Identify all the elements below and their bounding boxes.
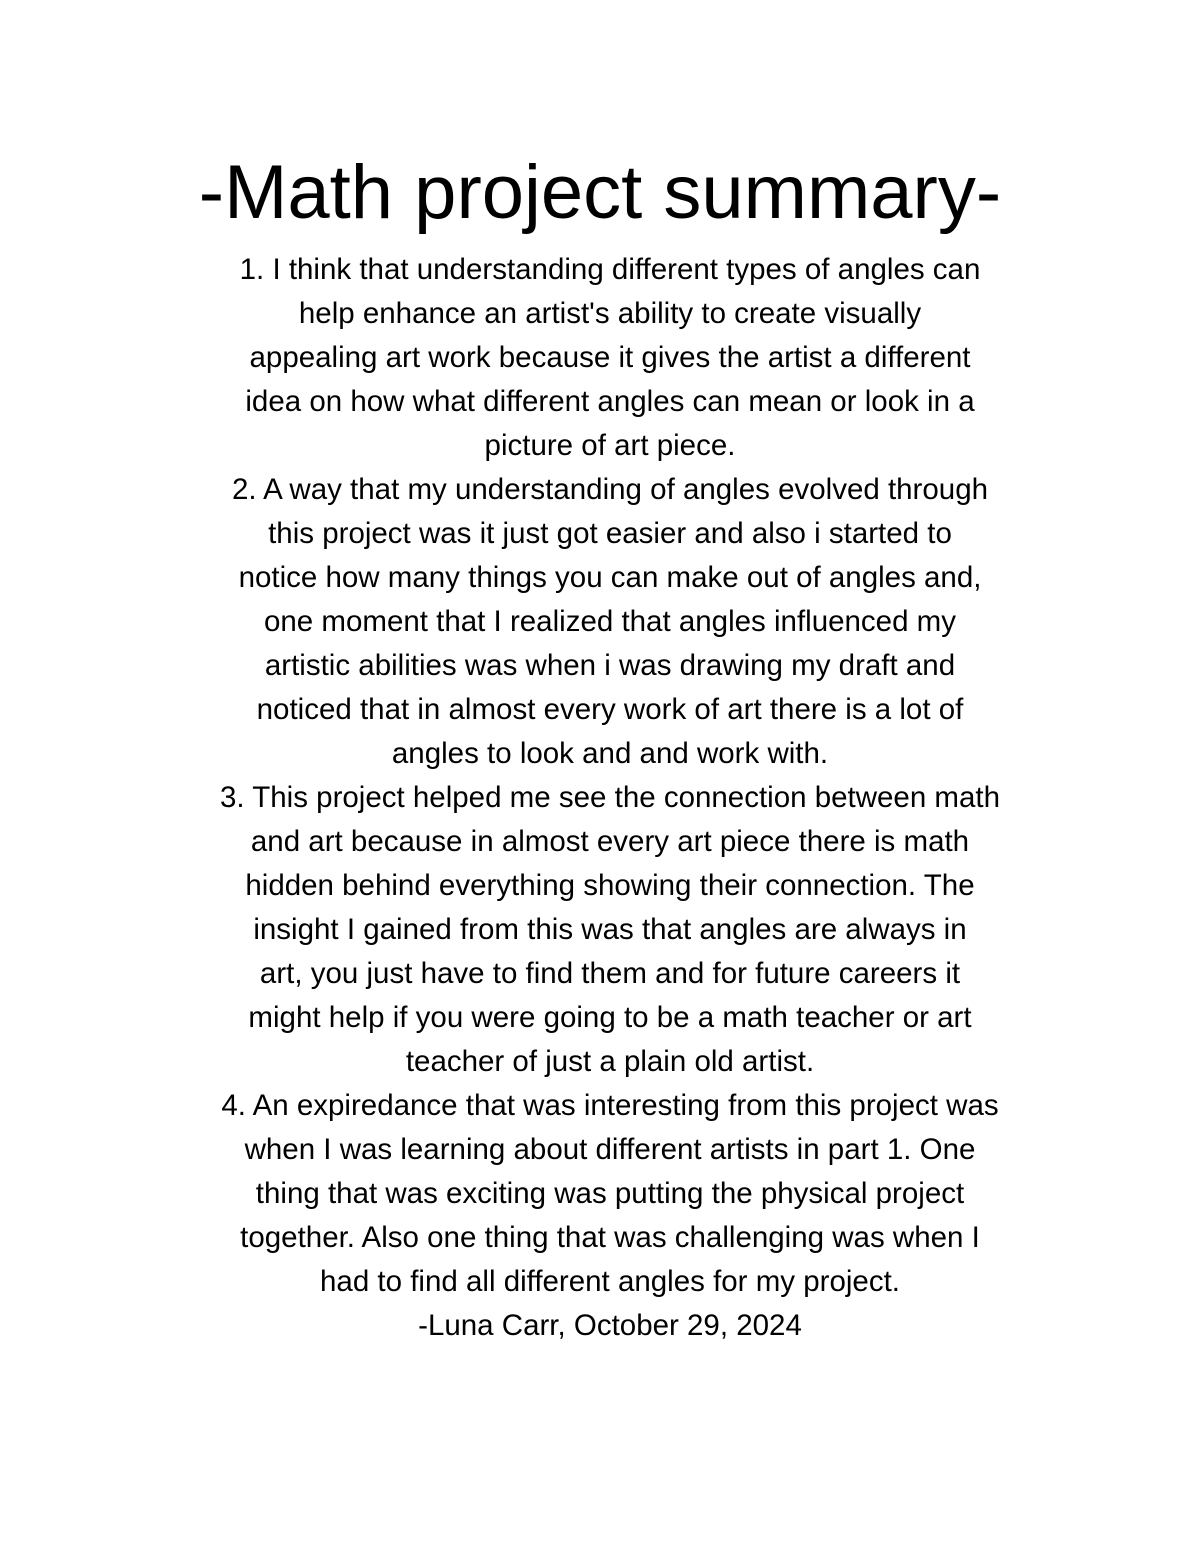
list-item-line: appealing art work because it gives the artist a different	[249, 341, 971, 374]
list-item-line: when I was learning about different artists in part 1. One	[244, 1133, 976, 1166]
list-item-line: this project was it just got easier and also i started to	[268, 517, 952, 550]
list-item-number: 4.	[221, 1089, 246, 1122]
list-item-2	[150, 468, 1070, 776]
list-item-line: had to find all different angles for my project.	[320, 1265, 900, 1298]
list-item-line: might help if you were going to be a math teacher or art	[248, 1001, 972, 1034]
signature-line: -Luna Carr, October 29, 2024	[418, 1309, 802, 1342]
list-item-line: and art because in almost every art piece there is math	[250, 825, 970, 858]
list-item-line: insight I gained from this was that angles are always in	[253, 913, 967, 946]
list-item-line: idea on how what different angles can mean or look in a	[245, 385, 975, 418]
list-item-line: art, you just have to find them and for future careers it	[259, 957, 961, 990]
list-item-line: notice how many things you can make out of angles and,	[238, 561, 982, 594]
list-item-line: noticed that in almost every work of art there is a lot of	[256, 693, 964, 726]
list-item-line: thing that was exciting was putting the physical project	[255, 1177, 965, 1210]
list-item-line: hidden behind everything showing their connection. The	[245, 869, 975, 902]
list-item-4	[150, 1084, 1070, 1304]
list-item-line: help enhance an artist's ability to create visually	[298, 297, 922, 330]
list-item-line: teacher of just a plain old artist.	[405, 1045, 815, 1078]
list-item-1	[150, 248, 1070, 468]
list-item-line: together. Also one thing that was challenging was when I	[240, 1221, 980, 1254]
list-item-line: picture of art piece.	[484, 429, 736, 462]
list-item-line: A way that my understanding of angles evolved through	[263, 473, 989, 506]
list-item-line: artistic abilities was when i was drawing my draft and	[264, 649, 956, 682]
list-item-line: angles to look and and work with.	[391, 737, 829, 770]
list-item-line: I think that understanding different types of angles can	[272, 253, 981, 286]
list-item-number: 2.	[231, 473, 257, 506]
list-item-line: This project helped me see the connection between math	[252, 781, 1001, 814]
document-body	[150, 248, 1070, 1348]
document-title: -Math project summary-	[198, 150, 1002, 235]
list-item-3	[150, 776, 1070, 1084]
list-item-number: 1.	[239, 253, 265, 286]
list-item-number: 3.	[219, 781, 245, 814]
list-item-line: An expiredance that was interesting from this project was	[252, 1089, 999, 1122]
list-item-line: one moment that I realized that angles influenced my	[263, 605, 956, 638]
